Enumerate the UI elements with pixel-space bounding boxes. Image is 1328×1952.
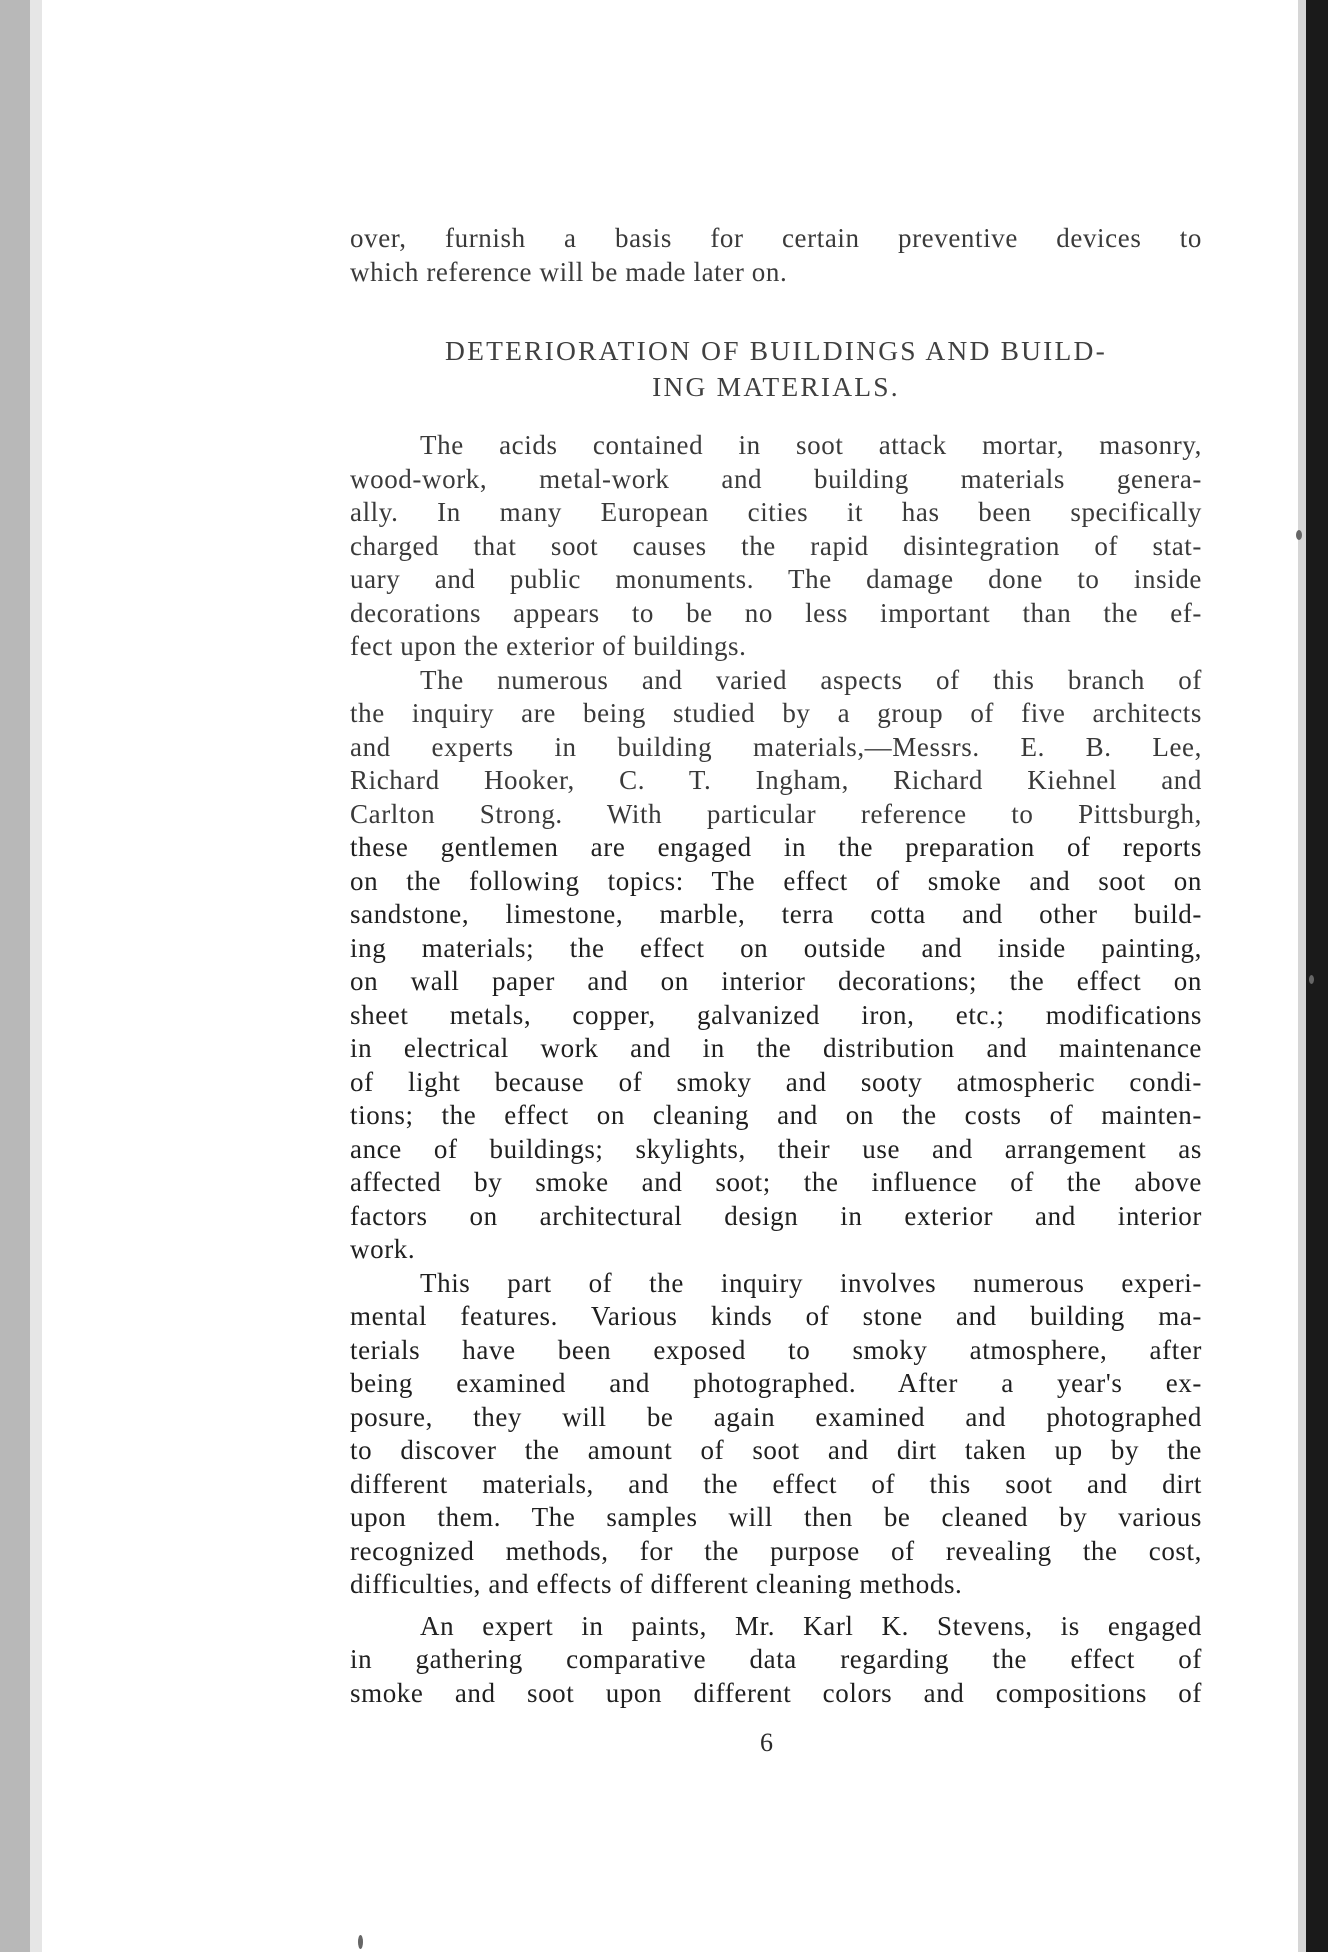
text-line: tions; the effect on cleaning and on the costs of mainten- [350,1100,1202,1130]
text-line: in gathering comparative data regarding the effect of [350,1644,1202,1674]
scan-speck [1309,975,1314,984]
paragraph-1 [350,429,1202,664]
text-line: and experts in building materials,—Messrs. E. B. Lee, [350,731,1202,762]
section-heading [350,333,1202,405]
text-line: over, furnish a basis for certain preventive devices to [350,223,1202,253]
scan-left-shadow [30,0,42,1952]
scan-right-shadow [1298,0,1306,1952]
text-line: This part of the inquiry involves numerous experi- [420,1267,1202,1298]
text-line: these gentlemen are engaged in the preparation of reports [350,832,1202,862]
text-line: upon them. The samples will then be cleaned by various [350,1502,1202,1532]
text-line: to discover the amount of soot and dirt taken up by the [350,1435,1202,1465]
text-line: which reference will be made later on. [350,256,788,287]
text-line: sandstone, limestone, marble, terra cotta and other build- [350,899,1202,929]
paragraph-2 [350,664,1202,1267]
text-line: Richard Hooker, C. T. Ingham, Richard Kiehnel and [350,765,1202,795]
text-line: on the following topics: The effect of smoke and soot on [350,865,1202,896]
text-line: Carlton Strong. With particular reference to Pittsburgh, [350,798,1202,829]
paragraph-3 [350,1267,1202,1602]
text-line: ance of buildings; skylights, their use and arrangement as [350,1133,1202,1164]
text-line: uary and public monuments. The damage done to inside [350,564,1202,594]
text-line: The numerous and varied aspects of this branch of [420,664,1202,695]
text-line: An expert in paints, Mr. Karl K. Stevens, is engaged [420,1610,1202,1641]
page-number: 6 [760,1728,773,1757]
text-line: wood-work, metal-work and building materials genera- [350,463,1202,494]
text-line: different materials, and the effect of this soot and dirt [350,1468,1202,1499]
text-line: ing materials; the effect on outside and inside painting, [350,932,1202,963]
intro-paragraph [350,222,1202,289]
text-line: decorations appears to be no less important than the ef- [350,597,1202,628]
text-line: ally. In many European cities it has been specifically [350,497,1202,527]
text-line: of light because of smoky and sooty atmospheric condi- [350,1066,1202,1097]
text-line: mental features. Various kinds of stone and building ma- [350,1301,1202,1331]
text-line: fect upon the exterior of buildings. [350,631,747,661]
heading-line: ING MATERIALS. [652,371,900,402]
text-line: posure, they will be again examined and photographed [350,1401,1202,1432]
heading-line: DETERIORATION OF BUILDINGS AND BUILD- [445,335,1107,366]
text-line: smoke and soot upon different colors and compositions of [350,1677,1202,1708]
scan-speck [1296,530,1302,540]
text-line: in electrical work and in the distribution and maintenance [350,1033,1202,1063]
text-line: the inquiry are being studied by a group of five architects [350,698,1202,728]
text-line: difficulties, and effects of different cleaning methods. [350,1569,963,1599]
page-body [350,222,1202,1710]
text-line: charged that soot causes the rapid disintegration of stat- [350,530,1202,561]
text-line: factors on architectural design in exterior and interior [350,1200,1202,1231]
text-line: affected by smoke and soot; the influence of the above [350,1167,1202,1197]
text-line: being examined and photographed. After a year's ex- [350,1368,1202,1398]
text-line: on wall paper and on interior decorations; the effect on [350,966,1202,996]
text-line: The acids contained in soot attack mortar, masonry, [420,430,1202,460]
text-line: recognized methods, for the purpose of revealing the cost, [350,1535,1202,1566]
text-line: terials have been exposed to smoky atmosphere, after [350,1334,1202,1365]
text-line: sheet metals, copper, galvanized iron, etc.; modifications [350,999,1202,1030]
text-line: work. [350,1234,416,1264]
paragraph-4 [350,1610,1202,1711]
scan-left-edge [0,0,30,1952]
scan-speck [358,1935,363,1949]
